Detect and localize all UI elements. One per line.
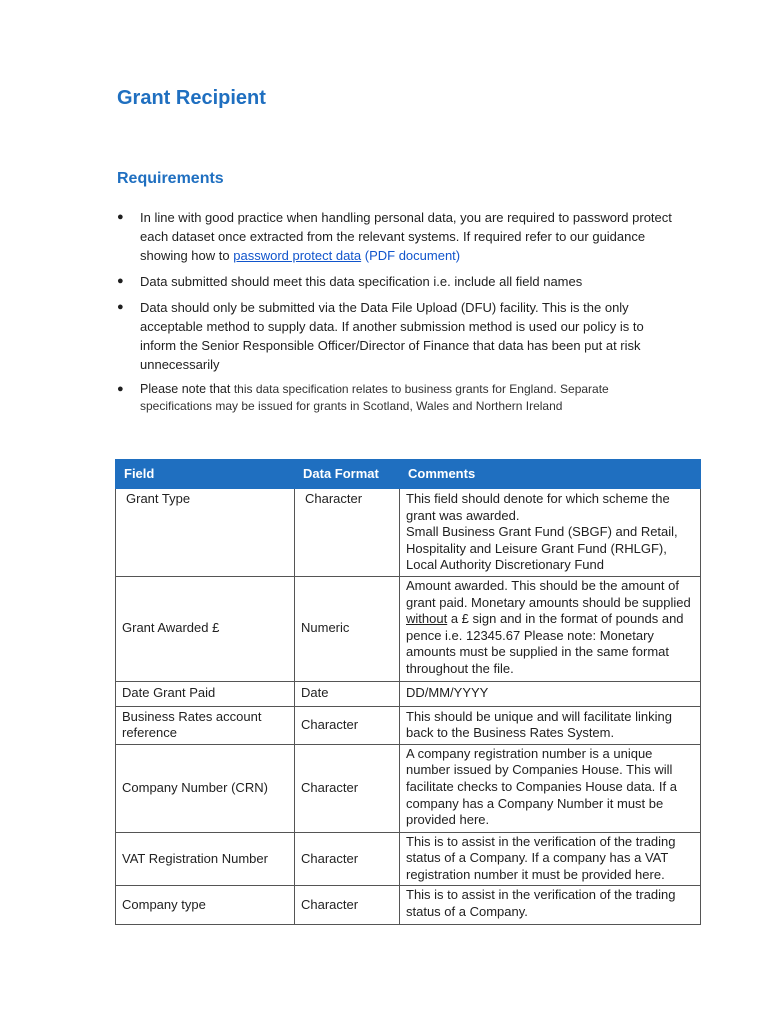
field-name: Grant Type [126,491,191,506]
password-protect-link[interactable]: password protect data [233,248,362,263]
requirements-list [117,208,677,422]
table-row [116,832,701,886]
field-cell: Company type [116,886,295,924]
format-value: Character [305,491,363,506]
format-cell: Date [295,681,400,706]
list-item [117,272,677,291]
format-cell: Numeric [295,576,400,681]
field-cell: Date Grant Paid [116,681,295,706]
comment-text: Amount awarded. This should be the amount of grant paid. Monetary amounts should be supplied [406,577,691,610]
header-field: Field [116,460,295,489]
bullet-icon: ● [117,275,124,287]
field-cell: VAT Registration Number [116,832,295,886]
table-row [116,489,701,577]
field-cell: Business Rates account reference [116,706,295,744]
bullet-icon: ● [117,211,124,223]
table-row [116,744,701,832]
pdf-document-note[interactable]: (PDF document) [361,248,461,263]
table-row [116,576,701,681]
field-cell: Company Number (CRN) [116,744,295,832]
comments-cell: This is to assist in the verification of the trading status of a Company. If a company has a VAT registration number it must be provided here. [400,832,701,886]
bullet-text-note: this data specification relates to business grants for England. Separate specifications may be issued for grants in Scotland, Wales and Northern Ireland [140,382,609,413]
comment-text: a £ sign and in the format of pounds and pence i.e. 12345.67 Please note: Monetary amounts must be supplied in the same format throughout the file. [406,611,684,676]
bullet-text: Data submitted should meet this data specification i.e. include all field names [140,274,583,289]
comments-cell: A company registration number is a unique number issued by Companies House. This will facilitate checks to Companies House data. If a company has a Company Number it must be provided here. [400,744,701,832]
table-row [116,886,701,924]
header-data-format: Data Format [295,460,400,489]
format-cell: Character [295,744,400,832]
comments-cell [400,489,701,577]
format-cell: Character [295,706,400,744]
bullet-text: In line with good practice when handling personal data, you are required to password protect each dataset once extracted from the relevant systems. If required refer to our guidance showing how to [140,210,672,263]
comments-cell: DD/MM/YYYY [400,681,701,706]
format-cell: Character [295,886,400,924]
field-cell: Grant Awarded £ [116,576,295,681]
comments-cell: This is to assist in the verification of the trading status of a Company. [400,886,701,924]
list-item [117,298,677,374]
comments-cell: This should be unique and will facilitate linking back to the Business Rates System. [400,706,701,744]
bullet-text: Data should only be submitted via the Data File Upload (DFU) facility. This is the only acceptable method to supply data. If another submission method is used our policy is to inform the Senior Responsible Officer/Director of Finance that data has been put at risk unnecessarily [140,300,644,372]
bullet-icon: ● [117,383,124,395]
header-comments: Comments [400,460,701,489]
field-cell [116,489,295,577]
requirements-heading: Requirements [117,170,224,187]
comments-cell [400,576,701,681]
table-row [116,681,701,706]
list-item [117,208,677,265]
bullet-text: Please note that [140,382,234,396]
page-title: Grant Recipient [117,87,266,109]
comment-emphasis: without [406,611,448,627]
comment-text: Small Business Grant Fund (SBGF) and Retail, Hospitality and Leisure Grant Fund (RHLGF), Local Authority Discretionary Fund [406,524,678,573]
data-spec-table [115,459,701,925]
format-cell [295,489,400,577]
table-row [116,706,701,744]
bullet-icon: ● [117,301,124,313]
table-header-row [116,460,701,489]
list-item [117,381,677,415]
comment-text: This field should denote for which scheme the grant was awarded. [406,491,670,523]
format-cell: Character [295,832,400,886]
